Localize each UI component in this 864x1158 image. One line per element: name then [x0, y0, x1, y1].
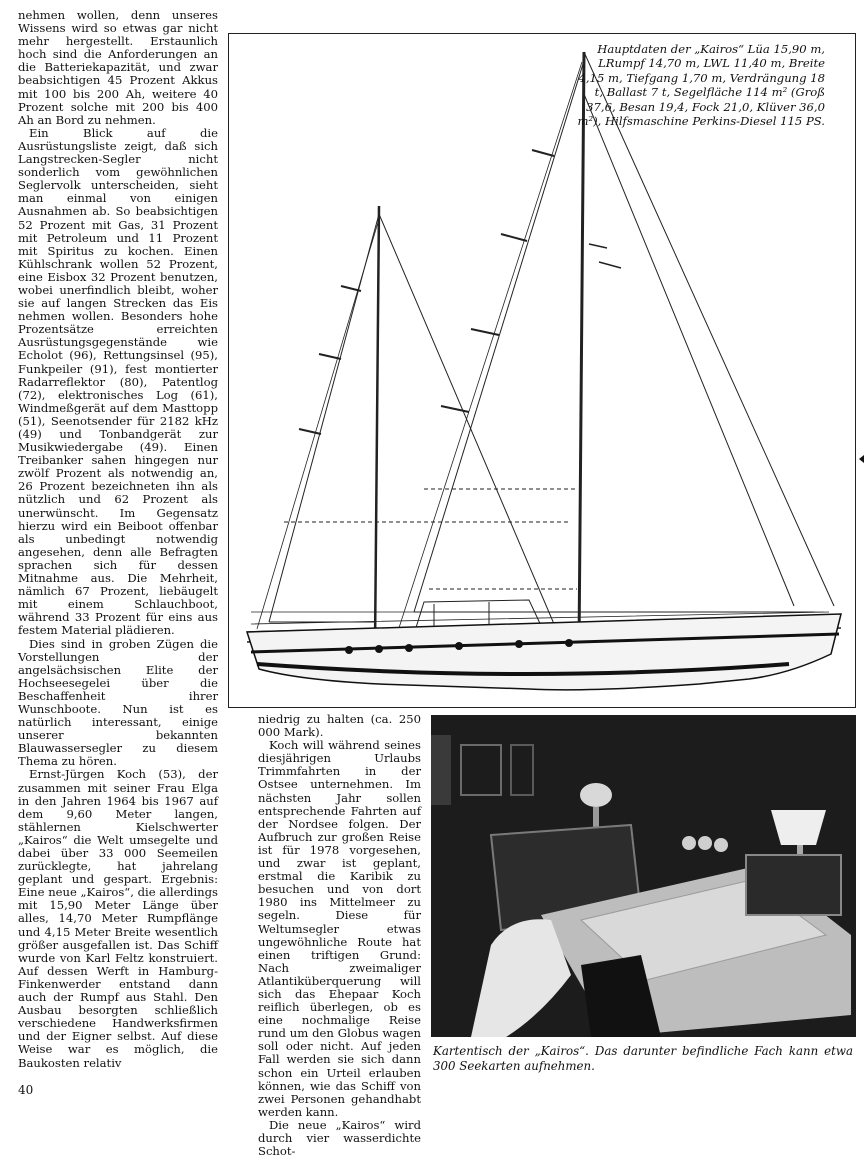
- paragraph: Die neue „Kairos“ wird durch vier wasserdichte Schot-: [258, 1117, 421, 1158]
- chart-table-photo: [431, 715, 856, 1037]
- paragraph: niedrig zu halten (ca. 250 000 Mark).: [258, 712, 421, 740]
- page-number: 40: [18, 1083, 34, 1097]
- paragraph: Dies sind in groben Zügen die Vorstellungen der angelsächsischen Elite der Hochseesegelei über die Beschaffenheit ihrer Wunschboote. Nun ist es natürlich interessant, einige unserer bekannten Blauwassersegler zu diesem Thema zu hören.: [18, 636, 218, 769]
- sail-plan-illustration: [229, 34, 857, 709]
- photo-caption: Kartentisch der „Kairos“. Das darunter befindliche Fach kann etwa 300 Seekarten aufnehmen.: [433, 1044, 853, 1073]
- article-column-left: [18, 9, 218, 1070]
- chart-table-image: [431, 715, 856, 1037]
- yacht-specifications: Hauptdaten der „Kairos“ Lüa 15,90 m, LRumpf 14,70 m, LWL 11,40 m, Breite 4,15 m, Tiefgang 1,70 m, Verdrängung 18 t, Ballast 7 t, Segelfläche 114 m² (Groß 37,6, Besan 19,4, Fock 21,0, Klüver 36,0 m²), Hilfsmaschine Perkins-Diesel 115 PS.: [577, 42, 825, 129]
- yacht-sail-plan-drawing: [228, 33, 856, 708]
- article-column-middle: [258, 713, 421, 1158]
- edge-marker: [859, 455, 864, 463]
- paragraph: Ein Blick auf die Ausrüstungsliste zeigt, daß sich Langstrecken-Segler nicht sonderlich vom gewöhnlichen Seglervolk unterscheiden, sieht man einmal von einigen Ausnahmen ab. So beabsichtigen 52 Prozent mit Gas, 31 Prozent mit Petroleum und 11 Prozent mit Spiritus zu kochen. Einen Kühlschrank wollen 52 Prozent, eine Eisbox 32 Prozent benutzen, wobei unerfindlich bleibt, woher sie auf langen Strecken das Eis nehmen wollen. Besonders hohe Prozentsätze erreichten Ausrüstungsgegenstände wie Echolot (96), Rettungsinsel (95), Funkpeiler (91), fest montierter Radarreflektor (80), Patentlog (72), elektronisches Log (61), Windmeßgerät auf dem Masttopp (51), Seenotsender für 2182 kHz (49) und Tonbandgerät zur Musikwiedergabe (49). Einen Treibanker sahen hingegen nur zwölf Prozent als notwendig an, 26 Prozent bezeichneten ihn als nützlich und 62 Prozent als unerwünscht. Im Gegensatz hierzu wird ein Beiboot offenbar als unbedingt notwendig angesehen, denn alle Befragten sprachen sich für dessen Mitnahme aus. Die Mehrheit, nämlich 67 Prozent, liebäugelt mit einem Schlauchboot, während 33 Prozent für eins aus festem Material plädieren.: [18, 125, 218, 638]
- paragraph: Ernst-Jürgen Koch (53), der zusammen mit seiner Frau Elga in den Jahren 1964 bis 1967 auf dem 9,60 Meter langen, stählernen Kielschwerter „Kairos“ die Welt umsegelte und dabei über 33 000 Seemeilen zurücklegte, hat jahrelang geplant und gespart. Ergebnis: Eine neue „Kairos“, die allerdings mit 15,90 Meter Länge über alles, 14,70 Meter Rumpflänge und 4,15 Meter Breite wesentlich größer ausgefallen ist. Das Schiff wurde von Karl Feltz konstruiert. Auf dessen Werft in Hamburg-Finkenwerder entstand dann auch der Rumpf aus Stahl. Den Ausbau besorgten schließlich verschiedene Handwerksfirmen und der Eigner selbst. Auf diese Weise war es möglich, die Baukosten relativ: [18, 767, 218, 1070]
- paragraph: Koch will während seines diesjährigen Urlaubs Trimmfahrten in der Ostsee unternehmen. Im nächsten Jahr sollen entsprechende Fahrten auf der Nordsee folgen. Der Aufbruch zur großen Reise ist für 1978 vorgesehen, und zwar ist geplant, erstmal die Karibik zu besuchen und von dort 1980 ins Mittelmeer zu segeln. Diese für Weltumsegler etwas ungewöhnliche Route hat einen triftigen Grund: Nach zweimaliger Atlantiküberquerung will sich das Ehepaar Koch reiflich überlegen, ob es eine nochmalige Reise rund um den Globus wagen soll oder nicht. Auf jeden Fall werden sie sich dann schon ein Urteil erlauben können, wie das Schiff von zwei Personen gehandhabt werden kann.: [258, 738, 421, 1119]
- paragraph: nehmen wollen, denn unseres Wissens wird so etwas gar nicht mehr hergestellt. Erstaunlich hoch sind die Anforderungen an die Batteriekapazität, und zwar beabsichtigen 45 Prozent Akkus mit 100 bis 200 Ah, weitere 40 Prozent solche mit 200 bis 400 Ah an Bord zu nehmen.: [18, 8, 218, 127]
